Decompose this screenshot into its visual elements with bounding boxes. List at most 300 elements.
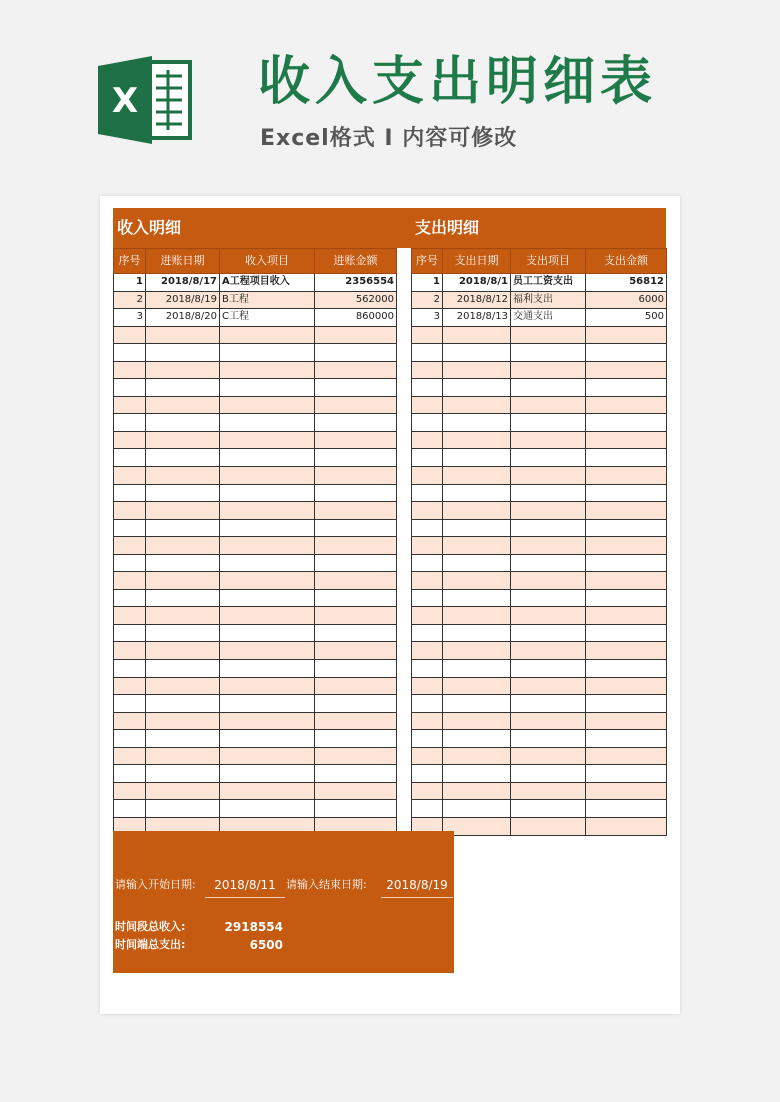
expense-cell-no[interactable] — [412, 589, 443, 607]
income-cell-date[interactable] — [146, 607, 220, 625]
expense-cell-amount[interactable] — [586, 765, 667, 783]
income-cell-amount[interactable] — [315, 589, 397, 607]
total-expense-label: 时间端总支出: — [115, 938, 186, 951]
expense-cell-amount[interactable] — [586, 361, 667, 379]
income-cell-date[interactable] — [146, 414, 220, 432]
income-cell-no[interactable] — [114, 572, 146, 590]
expense-cell-item[interactable]: 交通支出 — [511, 309, 586, 327]
income-cell-no[interactable]: 3 — [114, 309, 146, 327]
income-cell-amount[interactable] — [315, 572, 397, 590]
income-cell-amount[interactable] — [315, 467, 397, 485]
income-cell-no[interactable] — [114, 800, 146, 818]
income-cell-date[interactable] — [146, 361, 220, 379]
income-cell-date[interactable]: 2018/8/17 — [146, 274, 220, 292]
expense-cell-no[interactable] — [412, 344, 443, 362]
income-cell-item[interactable] — [220, 660, 315, 678]
income-cell-date[interactable] — [146, 800, 220, 818]
income-cell-date[interactable] — [146, 624, 220, 642]
expense-row — [412, 537, 667, 555]
income-cell-amount[interactable] — [315, 782, 397, 800]
expense-cell-date[interactable] — [443, 607, 511, 625]
expense-cell-item[interactable] — [511, 677, 586, 695]
income-cell-no[interactable]: 2 — [114, 291, 146, 309]
income-cell-amount[interactable]: 562000 — [315, 291, 397, 309]
expense-cell-no[interactable]: 1 — [412, 274, 443, 292]
income-cell-no[interactable] — [114, 449, 146, 467]
income-cell-item[interactable] — [220, 712, 315, 730]
expense-cell-item[interactable] — [511, 712, 586, 730]
expense-cell-item[interactable]: 员工工资支出 — [511, 274, 586, 292]
expense-cell-date[interactable] — [443, 554, 511, 572]
expense-cell-item[interactable] — [511, 572, 586, 590]
expense-cell-item[interactable] — [511, 484, 586, 502]
expense-cell-date[interactable] — [443, 396, 511, 414]
income-cell-date[interactable] — [146, 677, 220, 695]
expense-cell-date[interactable] — [443, 431, 511, 449]
income-row — [114, 309, 397, 327]
income-cell-no[interactable] — [114, 502, 146, 520]
income-col-item: 收入项目 — [220, 249, 315, 274]
income-table — [113, 248, 397, 836]
income-cell-no[interactable] — [114, 554, 146, 572]
expense-cell-amount[interactable] — [586, 677, 667, 695]
income-cell-item[interactable] — [220, 502, 315, 520]
income-cell-item[interactable] — [220, 677, 315, 695]
income-cell-item[interactable] — [220, 572, 315, 590]
income-cell-amount[interactable]: 2356554 — [315, 274, 397, 292]
income-cell-date[interactable] — [146, 695, 220, 713]
expense-cell-date[interactable] — [443, 642, 511, 660]
end-date-input[interactable]: 2018/8/19 — [386, 878, 448, 892]
start-date-input[interactable]: 2018/8/11 — [214, 878, 276, 892]
expense-cell-amount[interactable] — [586, 431, 667, 449]
expense-cell-item[interactable] — [511, 730, 586, 748]
expense-cell-no[interactable] — [412, 624, 443, 642]
expense-cell-date[interactable] — [443, 730, 511, 748]
expense-cell-date[interactable]: 2018/8/1 — [443, 274, 511, 292]
income-cell-date[interactable] — [146, 765, 220, 783]
expense-cell-no[interactable] — [412, 712, 443, 730]
income-cell-no[interactable] — [114, 326, 146, 344]
income-cell-date[interactable] — [146, 502, 220, 520]
income-row — [114, 607, 397, 625]
income-cell-date[interactable] — [146, 782, 220, 800]
income-cell-no[interactable] — [114, 414, 146, 432]
income-cell-no[interactable] — [114, 765, 146, 783]
expense-cell-date[interactable] — [443, 379, 511, 397]
income-col-no: 序号 — [114, 249, 146, 274]
income-cell-date[interactable] — [146, 379, 220, 397]
income-cell-item[interactable] — [220, 484, 315, 502]
expense-cell-no[interactable] — [412, 484, 443, 502]
income-cell-no[interactable] — [114, 361, 146, 379]
income-cell-amount[interactable] — [315, 449, 397, 467]
income-cell-amount[interactable] — [315, 379, 397, 397]
expense-cell-item[interactable] — [511, 414, 586, 432]
expense-cell-amount[interactable] — [586, 660, 667, 678]
expense-cell-amount[interactable]: 6000 — [586, 291, 667, 309]
expense-row — [412, 326, 667, 344]
income-cell-no[interactable]: 1 — [114, 274, 146, 292]
income-cell-date[interactable]: 2018/8/19 — [146, 291, 220, 309]
income-cell-amount[interactable] — [315, 730, 397, 748]
expense-cell-item[interactable] — [511, 344, 586, 362]
income-cell-no[interactable] — [114, 344, 146, 362]
income-cell-date[interactable] — [146, 712, 220, 730]
income-cell-no[interactable] — [114, 537, 146, 555]
income-cell-item[interactable] — [220, 414, 315, 432]
income-cell-no[interactable] — [114, 730, 146, 748]
expense-cell-date[interactable] — [443, 712, 511, 730]
expense-cell-no[interactable] — [412, 677, 443, 695]
expense-cell-date[interactable] — [443, 484, 511, 502]
income-cell-item[interactable] — [220, 589, 315, 607]
expense-cell-amount[interactable]: 56812 — [586, 274, 667, 292]
expense-row — [412, 502, 667, 520]
expense-cell-no[interactable] — [412, 607, 443, 625]
income-cell-amount[interactable] — [315, 537, 397, 555]
expense-cell-item[interactable] — [511, 554, 586, 572]
svg-text:X: X — [111, 81, 139, 121]
expense-cell-amount[interactable] — [586, 414, 667, 432]
income-cell-date[interactable] — [146, 660, 220, 678]
income-table-header — [114, 249, 397, 274]
income-cell-amount[interactable] — [315, 414, 397, 432]
expense-table — [411, 248, 667, 836]
income-cell-item[interactable] — [220, 624, 315, 642]
income-col-amount: 进账金额 — [315, 249, 397, 274]
expense-cell-amount[interactable] — [586, 642, 667, 660]
expense-cell-item[interactable] — [511, 467, 586, 485]
expense-cell-amount[interactable] — [586, 589, 667, 607]
expense-cell-no[interactable] — [412, 747, 443, 765]
expense-cell-item[interactable] — [511, 765, 586, 783]
expense-cell-no[interactable] — [412, 431, 443, 449]
income-cell-no[interactable] — [114, 484, 146, 502]
income-cell-amount[interactable] — [315, 800, 397, 818]
expense-cell-no[interactable] — [412, 326, 443, 344]
expense-cell-item[interactable] — [511, 589, 586, 607]
income-cell-no[interactable] — [114, 431, 146, 449]
expense-cell-date[interactable] — [443, 747, 511, 765]
expense-cell-amount[interactable] — [586, 572, 667, 590]
expense-cell-amount[interactable] — [586, 607, 667, 625]
expense-cell-item[interactable] — [511, 695, 586, 713]
expense-cell-amount[interactable] — [586, 712, 667, 730]
income-cell-amount[interactable] — [315, 396, 397, 414]
expense-cell-amount[interactable] — [586, 379, 667, 397]
expense-cell-amount[interactable] — [586, 467, 667, 485]
expense-cell-item[interactable] — [511, 502, 586, 520]
income-cell-item[interactable] — [220, 765, 315, 783]
expense-row — [412, 484, 667, 502]
expense-cell-no[interactable] — [412, 537, 443, 555]
income-cell-no[interactable] — [114, 519, 146, 537]
income-cell-amount[interactable] — [315, 660, 397, 678]
income-cell-amount[interactable] — [315, 361, 397, 379]
total-expense-value: 6500 — [249, 938, 283, 952]
income-cell-date[interactable]: 2018/8/20 — [146, 309, 220, 327]
expense-cell-item[interactable] — [511, 449, 586, 467]
income-cell-no[interactable] — [114, 467, 146, 485]
income-cell-date[interactable] — [146, 396, 220, 414]
income-cell-no[interactable] — [114, 782, 146, 800]
expense-cell-no[interactable] — [412, 642, 443, 660]
expense-cell-date[interactable] — [443, 326, 511, 344]
expense-col-amount: 支出金额 — [586, 249, 667, 274]
expense-cell-no[interactable] — [412, 361, 443, 379]
income-cell-no[interactable] — [114, 396, 146, 414]
income-cell-item[interactable] — [220, 642, 315, 660]
income-cell-item[interactable] — [220, 782, 315, 800]
income-row — [114, 642, 397, 660]
expense-cell-date[interactable] — [443, 624, 511, 642]
expense-col-item: 支出项目 — [511, 249, 586, 274]
income-cell-no[interactable] — [114, 695, 146, 713]
expense-cell-date[interactable] — [443, 782, 511, 800]
expense-cell-date[interactable] — [443, 467, 511, 485]
income-cell-no[interactable] — [114, 747, 146, 765]
expense-cell-amount[interactable]: 500 — [586, 309, 667, 327]
income-cell-item[interactable] — [220, 431, 315, 449]
expense-cell-item[interactable] — [511, 519, 586, 537]
expense-cell-no[interactable] — [412, 765, 443, 783]
expense-cell-item[interactable] — [511, 326, 586, 344]
income-cell-item[interactable]: C工程 — [220, 309, 315, 327]
income-cell-item[interactable] — [220, 730, 315, 748]
expense-row — [412, 467, 667, 485]
expense-cell-no[interactable] — [412, 449, 443, 467]
expense-cell-amount[interactable] — [586, 800, 667, 818]
income-row — [114, 379, 397, 397]
income-cell-item[interactable] — [220, 467, 315, 485]
income-cell-date[interactable] — [146, 554, 220, 572]
income-cell-date[interactable] — [146, 572, 220, 590]
income-cell-item[interactable]: A工程项目收入 — [220, 274, 315, 292]
income-cell-amount[interactable] — [315, 642, 397, 660]
expense-cell-no[interactable] — [412, 396, 443, 414]
expense-cell-amount[interactable] — [586, 554, 667, 572]
expense-cell-amount[interactable] — [586, 502, 667, 520]
income-cell-amount[interactable] — [315, 502, 397, 520]
expense-cell-amount[interactable] — [586, 484, 667, 502]
income-cell-amount[interactable] — [315, 765, 397, 783]
expense-row — [412, 554, 667, 572]
expense-col-no: 序号 — [412, 249, 443, 274]
income-cell-item[interactable] — [220, 449, 315, 467]
income-cell-date[interactable] — [146, 747, 220, 765]
expense-cell-date[interactable] — [443, 414, 511, 432]
income-cell-item[interactable] — [220, 747, 315, 765]
expense-cell-date[interactable] — [443, 677, 511, 695]
income-row — [114, 782, 397, 800]
income-cell-item[interactable]: B工程 — [220, 291, 315, 309]
income-cell-amount[interactable] — [315, 624, 397, 642]
expense-cell-item[interactable] — [511, 642, 586, 660]
expense-cell-date[interactable] — [443, 519, 511, 537]
expense-cell-amount[interactable] — [586, 519, 667, 537]
income-cell-item[interactable] — [220, 326, 315, 344]
expense-cell-no[interactable] — [412, 782, 443, 800]
income-cell-date[interactable] — [146, 449, 220, 467]
expense-cell-amount[interactable] — [586, 449, 667, 467]
income-row — [114, 449, 397, 467]
income-cell-date[interactable] — [146, 537, 220, 555]
income-cell-amount[interactable] — [315, 519, 397, 537]
income-cell-item[interactable] — [220, 344, 315, 362]
income-cell-date[interactable] — [146, 467, 220, 485]
income-cell-date[interactable] — [146, 589, 220, 607]
income-cell-date[interactable] — [146, 484, 220, 502]
expense-cell-item[interactable] — [511, 607, 586, 625]
income-cell-date[interactable] — [146, 519, 220, 537]
income-cell-amount[interactable] — [315, 484, 397, 502]
expense-cell-no[interactable] — [412, 554, 443, 572]
expense-cell-date[interactable]: 2018/8/12 — [443, 291, 511, 309]
income-row — [114, 589, 397, 607]
expense-cell-no[interactable] — [412, 695, 443, 713]
expense-row — [412, 589, 667, 607]
income-cell-date[interactable] — [146, 344, 220, 362]
expense-cell-amount[interactable] — [586, 537, 667, 555]
income-row — [114, 326, 397, 344]
income-cell-no[interactable] — [114, 589, 146, 607]
expense-row — [412, 274, 667, 292]
income-cell-amount[interactable] — [315, 677, 397, 695]
expense-cell-item[interactable] — [511, 361, 586, 379]
expense-cell-date[interactable] — [443, 502, 511, 520]
expense-cell-item[interactable]: 福利支出 — [511, 291, 586, 309]
expense-cell-date[interactable] — [443, 572, 511, 590]
end-date-label: 请输入结束日期: — [286, 878, 367, 891]
expense-cell-no[interactable] — [412, 660, 443, 678]
income-row — [114, 747, 397, 765]
expense-cell-date[interactable] — [443, 800, 511, 818]
income-cell-date[interactable] — [146, 642, 220, 660]
expense-row — [412, 642, 667, 660]
expense-cell-date[interactable] — [443, 344, 511, 362]
income-cell-item[interactable] — [220, 537, 315, 555]
page-subtitle: Excel格式 I 内容可修改 — [260, 126, 518, 151]
expense-cell-no[interactable] — [412, 467, 443, 485]
expense-cell-item[interactable] — [511, 537, 586, 555]
income-cell-item[interactable] — [220, 607, 315, 625]
expense-cell-no[interactable] — [412, 572, 443, 590]
expense-cell-item[interactable] — [511, 782, 586, 800]
income-cell-no[interactable] — [114, 712, 146, 730]
expense-cell-item[interactable] — [511, 800, 586, 818]
expense-cell-no[interactable] — [412, 730, 443, 748]
expense-row — [412, 624, 667, 642]
expense-cell-amount[interactable] — [586, 817, 667, 835]
income-cell-item[interactable] — [220, 519, 315, 537]
income-cell-date[interactable] — [146, 730, 220, 748]
income-cell-amount[interactable]: 860000 — [315, 309, 397, 327]
expense-cell-amount[interactable] — [586, 730, 667, 748]
expense-cell-item[interactable] — [511, 660, 586, 678]
income-cell-item[interactable] — [220, 800, 315, 818]
income-row — [114, 502, 397, 520]
income-cell-amount[interactable] — [315, 747, 397, 765]
income-cell-item[interactable] — [220, 361, 315, 379]
income-row — [114, 484, 397, 502]
expense-cell-no[interactable] — [412, 379, 443, 397]
expense-cell-no[interactable]: 2 — [412, 291, 443, 309]
income-cell-item[interactable] — [220, 379, 315, 397]
income-cell-no[interactable] — [114, 642, 146, 660]
expense-cell-date[interactable] — [443, 765, 511, 783]
income-cell-amount[interactable] — [315, 607, 397, 625]
expense-row — [412, 800, 667, 818]
expense-cell-no[interactable] — [412, 414, 443, 432]
end-date-underline — [381, 897, 453, 898]
income-cell-no[interactable] — [114, 624, 146, 642]
income-cell-date[interactable] — [146, 326, 220, 344]
income-cell-amount[interactable] — [315, 554, 397, 572]
expense-cell-item[interactable] — [511, 817, 586, 835]
expense-cell-item[interactable] — [511, 379, 586, 397]
income-cell-amount[interactable] — [315, 695, 397, 713]
page-title: 收入支出明细表 — [258, 52, 658, 112]
expense-row — [412, 519, 667, 537]
expense-table-header — [412, 249, 667, 274]
expense-cell-amount[interactable] — [586, 747, 667, 765]
expense-cell-amount[interactable] — [586, 782, 667, 800]
expense-cell-no[interactable] — [412, 800, 443, 818]
expense-cell-amount[interactable] — [586, 624, 667, 642]
expense-cell-amount[interactable] — [586, 326, 667, 344]
income-cell-date[interactable] — [146, 431, 220, 449]
income-cell-amount[interactable] — [315, 712, 397, 730]
expense-cell-item[interactable] — [511, 431, 586, 449]
income-cell-item[interactable] — [220, 554, 315, 572]
expense-cell-item[interactable] — [511, 624, 586, 642]
expense-cell-date[interactable] — [443, 449, 511, 467]
income-row — [114, 677, 397, 695]
expense-row — [412, 695, 667, 713]
income-cell-no[interactable] — [114, 607, 146, 625]
expense-cell-date[interactable] — [443, 695, 511, 713]
income-cell-no[interactable] — [114, 379, 146, 397]
total-income-value: 2918554 — [224, 920, 283, 934]
expense-cell-amount[interactable] — [586, 695, 667, 713]
income-cell-amount[interactable] — [315, 326, 397, 344]
expense-row — [412, 747, 667, 765]
income-cell-no[interactable] — [114, 660, 146, 678]
income-cell-amount[interactable] — [315, 344, 397, 362]
income-cell-item[interactable] — [220, 695, 315, 713]
expense-cell-item[interactable] — [511, 396, 586, 414]
income-cell-no[interactable] — [114, 677, 146, 695]
expense-row — [412, 730, 667, 748]
income-row — [114, 537, 397, 555]
expense-cell-date[interactable] — [443, 660, 511, 678]
income-row — [114, 396, 397, 414]
expense-cell-date[interactable] — [443, 361, 511, 379]
expense-cell-amount[interactable] — [586, 396, 667, 414]
expense-cell-no[interactable] — [412, 519, 443, 537]
expense-cell-date[interactable]: 2018/8/13 — [443, 309, 511, 327]
income-cell-item[interactable] — [220, 396, 315, 414]
expense-cell-item[interactable] — [511, 747, 586, 765]
expense-cell-amount[interactable] — [586, 344, 667, 362]
income-cell-amount[interactable] — [315, 431, 397, 449]
expense-row — [412, 660, 667, 678]
expense-cell-date[interactable] — [443, 589, 511, 607]
expense-cell-no[interactable] — [412, 502, 443, 520]
expense-cell-no[interactable]: 3 — [412, 309, 443, 327]
expense-cell-date[interactable] — [443, 537, 511, 555]
